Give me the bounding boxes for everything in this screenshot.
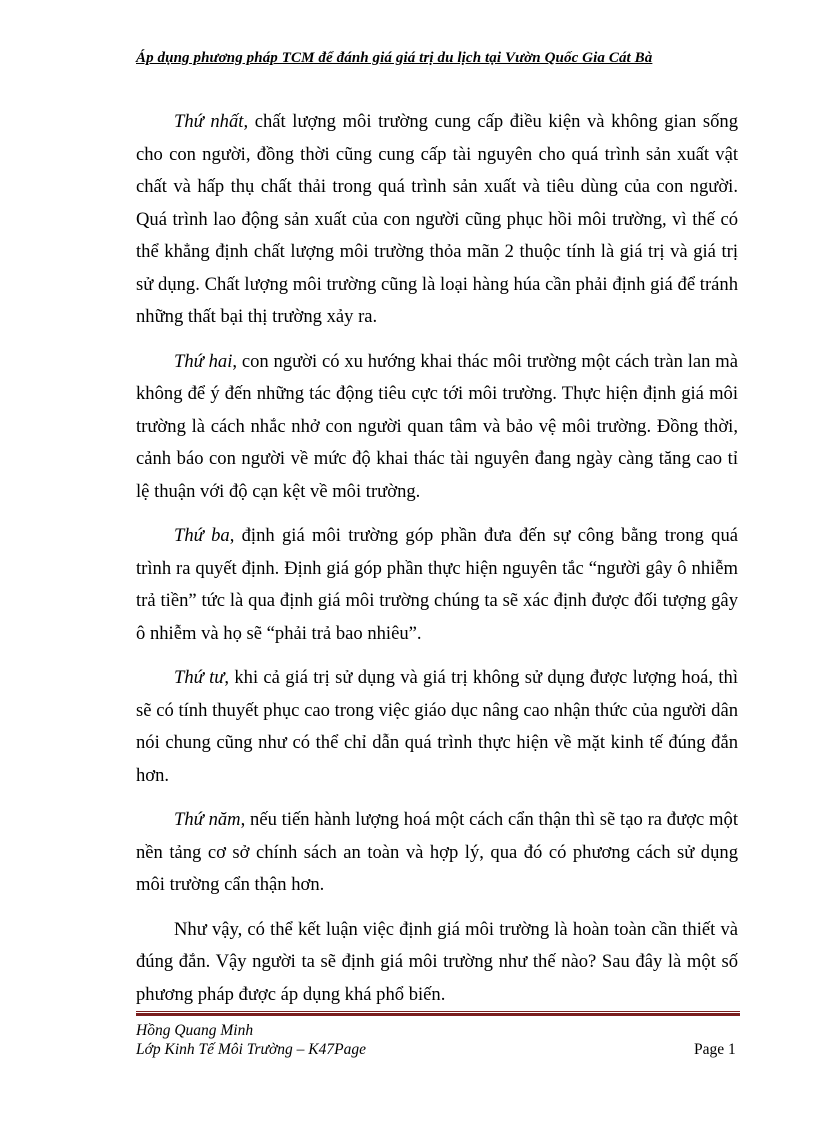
paragraph-lead: Thứ năm [174,809,241,830]
paragraph-third [136,520,738,650]
paragraph-first [136,106,738,334]
paragraph-text: , khi cả giá trị sử dụng và giá trị không sử dụng được lượng hoá, thì sẽ có tính thuyết phục cao trong việc giáo dục nâng cao nhận thức của người dân nói chung cũng như có thể chỉ dẫn quá trình thực hiện về mặt kinh tế đúng đắn hơn. [136,667,738,786]
paragraph-text: , định giá môi trường góp phần đưa đến sự công bằng trong quá trình ra quyết định. Định giá góp phần thực hiện nguyên tắc “người gây ô nhiễm trả tiền” tức là qua định giá môi trường chúng ta sẽ xác định được đối tượng gây ô nhiễm và họ sẽ “phải trả bao nhiêu”. [136,525,739,644]
page-header-title: Áp dụng phương pháp TCM để đánh giá giá trị du lịch tại Vườn Quốc Gia Cát Bà [136,50,653,66]
body-text [136,106,738,1023]
footer-class-line: Lớp Kinh Tế Môi Trường – K47Page [136,1041,366,1058]
paragraph-fifth [136,804,738,902]
paragraph-lead: Thứ nhất [174,111,244,132]
paragraph-text: Như vậy, có thể kết luận việc định giá môi trường là hoàn toàn cần thiết và đúng đắn. Vậy người ta sẽ định giá môi trường như thế nào? Sau đây là một số phương pháp được áp dụng khá phổ biến. [136,918,738,1005]
paragraph-lead: Thứ ba [174,525,230,546]
paragraph-second [136,346,738,509]
footer-page-number: Page 1 [694,1041,736,1058]
paragraph-text: , chất lượng môi trường cung cấp điều kiện và không gian sống cho con người, đồng thời cũng cung cấp tài nguyên cho quá trình sản xuất vật chất và hấp thụ chất thải trong quá trình sản xuất và tiêu dùng của con người. Quá trình lao động sản xuất của con người cũng phục hồi môi trường, vì thế có thể khẳng định chất lượng môi trường thỏa mãn 2 thuộc tính là giá trị và giá trị sử dụng. Chất lượng môi trường cũng là loại hàng húa cần phải định giá để tránh những thất bại thị trường xảy ra. [136,111,739,327]
paragraph-conclusion [136,914,738,1012]
paragraph-text: , nếu tiến hành lượng hoá một cách cẩn thận thì sẽ tạo ra được một nền tảng cơ sở chính sách an toàn và hợp lý, qua đó có phương cách sử dụng môi trường cẩn thận hơn. [136,809,738,895]
footer-divider [136,1011,740,1016]
footer-author: Hồng Quang Minh [136,1022,254,1039]
paragraph-fourth [136,662,738,792]
paragraph-text: , con người có xu hướng khai thác môi trường một cách tràn lan mà không để ý đến những tác động tiêu cực tới môi trường. Thực hiện định giá môi trường là cách nhắc nhở con người quan tâm và bảo vệ môi trường. Đồng thời, cảnh báo con người về mức độ khai thác tài nguyên đang ngày càng tăng cao tỉ lệ thuận với độ cạn kệt về môi trường. [136,350,738,502]
paragraph-lead: Thứ tư [174,667,225,688]
paragraph-lead: Thứ hai [174,350,233,372]
